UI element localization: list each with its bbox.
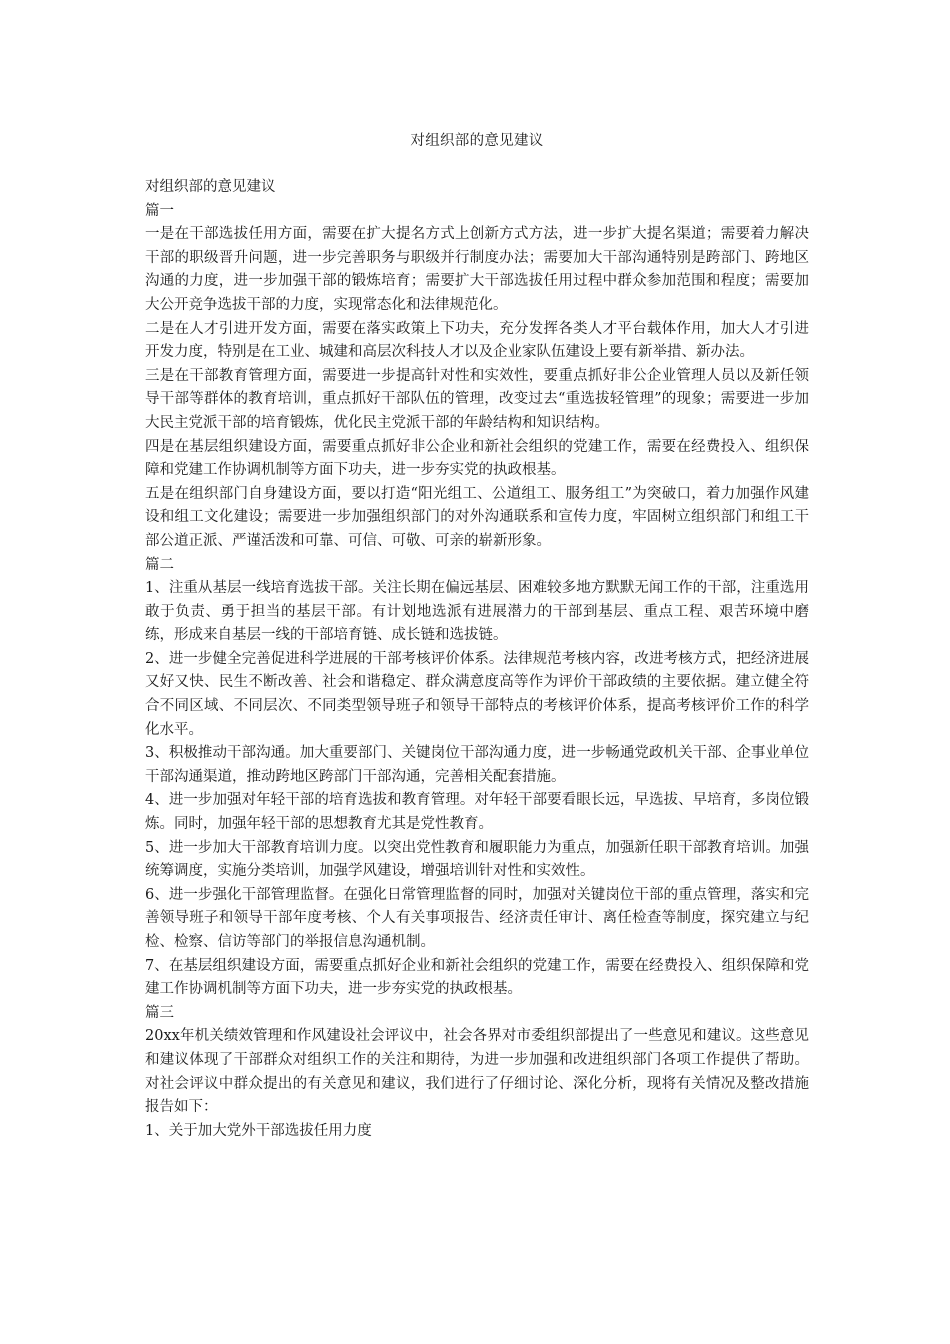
paragraph: 4、进一步加强对年轻干部的培育选拔和教育管理。对年轻干部要看眼长远，早选拔、早培育，多岗位锻炼。同时，加强年轻干部的思想教育尤其是党性教育。 xyxy=(145,792,809,833)
paragraph: 2、进一步健全完善促进科学进展的干部考核评价体系。法律规范考核内容，改进考核方式，把经济进展又好又快、民生不断改善、社会和谐稳定、群众满意度高等作为评价干部政绩的主要依据。建立健全符合不同区域、不同层次、不同类型领导班子和领导干部特点的考核评价体系，提高考核评价工作的科学化水平。 xyxy=(145,650,809,738)
paragraph: 1、注重从基层一线培育选拔干部。关注长期在偏远基层、困难较多地方默默无闻工作的干部，注重选用敢于负责、勇于担当的基层干部。有计划地选派有进展潜力的干部到基层、重点工程、艰苦环境中磨练，形成来自基层一线的干部培育链、成长链和选拔链。 xyxy=(145,580,809,644)
paragraph: 四是在基层组织建设方面，需要重点抓好非公企业和新社会组织的党建工作，需要在经费投入、组织保障和党建工作协调机制等方面下功夫，进一步夯实党的执政根基。 xyxy=(145,438,809,479)
paragraph: 五是在组织部门自身建设方面，要以打造“阳光组工、公道组工、服务组工”为突破口，着力加强作风建设和组工文化建设；需要进一步加强组织部门的对外沟通联系和宣传力度，牢固树立组织部门和组工干部公道正派、严谨活泼和可靠、可信、可敬、可亲的崭新形象。 xyxy=(145,485,809,549)
paragraph: 5、进一步加大干部教育培训力度。以突出党性教育和履职能力为重点，加强新任职干部教育培训。加强统筹调度，实施分类培训，加强学风建设，增强培训针对性和实效性。 xyxy=(145,839,809,880)
paragraph: 7、在基层组织建设方面，需要重点抓好企业和新社会组织的党建工作，需要在经费投入、组织保障和党建工作协调机制等方面下功夫，进一步夯实党的执政根基。 xyxy=(145,957,809,998)
paragraph: 二是在人才引进开发方面，需要在落实政策上下功夫，充分发挥各类人才平台载体作用，加大人才引进开发力度，特别是在工业、城建和高层次科技人才以及企业家队伍建设上要有新举措、新办法。 xyxy=(145,320,809,361)
document-body xyxy=(145,176,809,1143)
paragraph: 3、积极推动干部沟通。加大重要部门、关键岗位干部沟通力度，进一步畅通党政机关干部、企事业单位干部沟通渠道，推动跨地区跨部门干部沟通，完善相关配套措施。 xyxy=(145,745,809,785)
paragraph: 三是在干部教育管理方面，需要进一步提高针对性和实效性，要重点抓好非公企业管理人员以及新任领导干部等群体的教育培训，重点抓好干部队伍的管理，改变过去“重选拔轻管理”的现象；需要进一步加大民主党派干部的培育锻炼，优化民主党派干部的年龄结构和知识结构。 xyxy=(145,367,809,431)
paragraph: 6、进一步强化干部管理监督。在强化日常管理监督的同时，加强对关键岗位干部的重点管理，落实和完善领导班子和领导干部年度考核、个人有关事项报告、经济责任审计、离任检查等制度，探究建立与纪检、检察、信访等部门的举报信息沟通机制。 xyxy=(145,886,809,950)
section-heading-1: 篇一 xyxy=(145,202,174,219)
paragraph: 1、关于加大党外干部选拔任用力度 xyxy=(145,1122,372,1139)
paragraph: 20xx年机关绩效管理和作风建设社会评议中，社会各界对市委组织部提出了一些意见和建议。这些意见和建议体现了干部群众对组织工作的关注和期待，为进一步加强和改进组织部门各项工作提供了帮助。对社会评议中群众提出的有关意见和建议，我们进行了仔细讨论、深化分析，现将有关情况及整改措施报告如下： xyxy=(145,1028,809,1116)
section-heading-2: 篇二 xyxy=(145,556,174,573)
subtitle: 对组织部的意见建议 xyxy=(145,179,276,195)
paragraph: 一是在干部选拔任用方面，需要在扩大提名方式上创新方式方法，进一步扩大提名渠道；需要着力解决干部的职级晋升问题，进一步完善职务与职级并行制度办法；需要加大干部沟通特别是跨部门、跨地区沟通的力度，进一步加强干部的锻炼培育；需要扩大干部选拔任用过程中群众参加范围和程度；需要加大公开竞争选拔干部的力度，实现常态化和法律规范化。 xyxy=(145,226,809,313)
document-title: 对组织部的意见建议 xyxy=(410,133,544,149)
section-heading-3: 篇三 xyxy=(145,1004,174,1021)
